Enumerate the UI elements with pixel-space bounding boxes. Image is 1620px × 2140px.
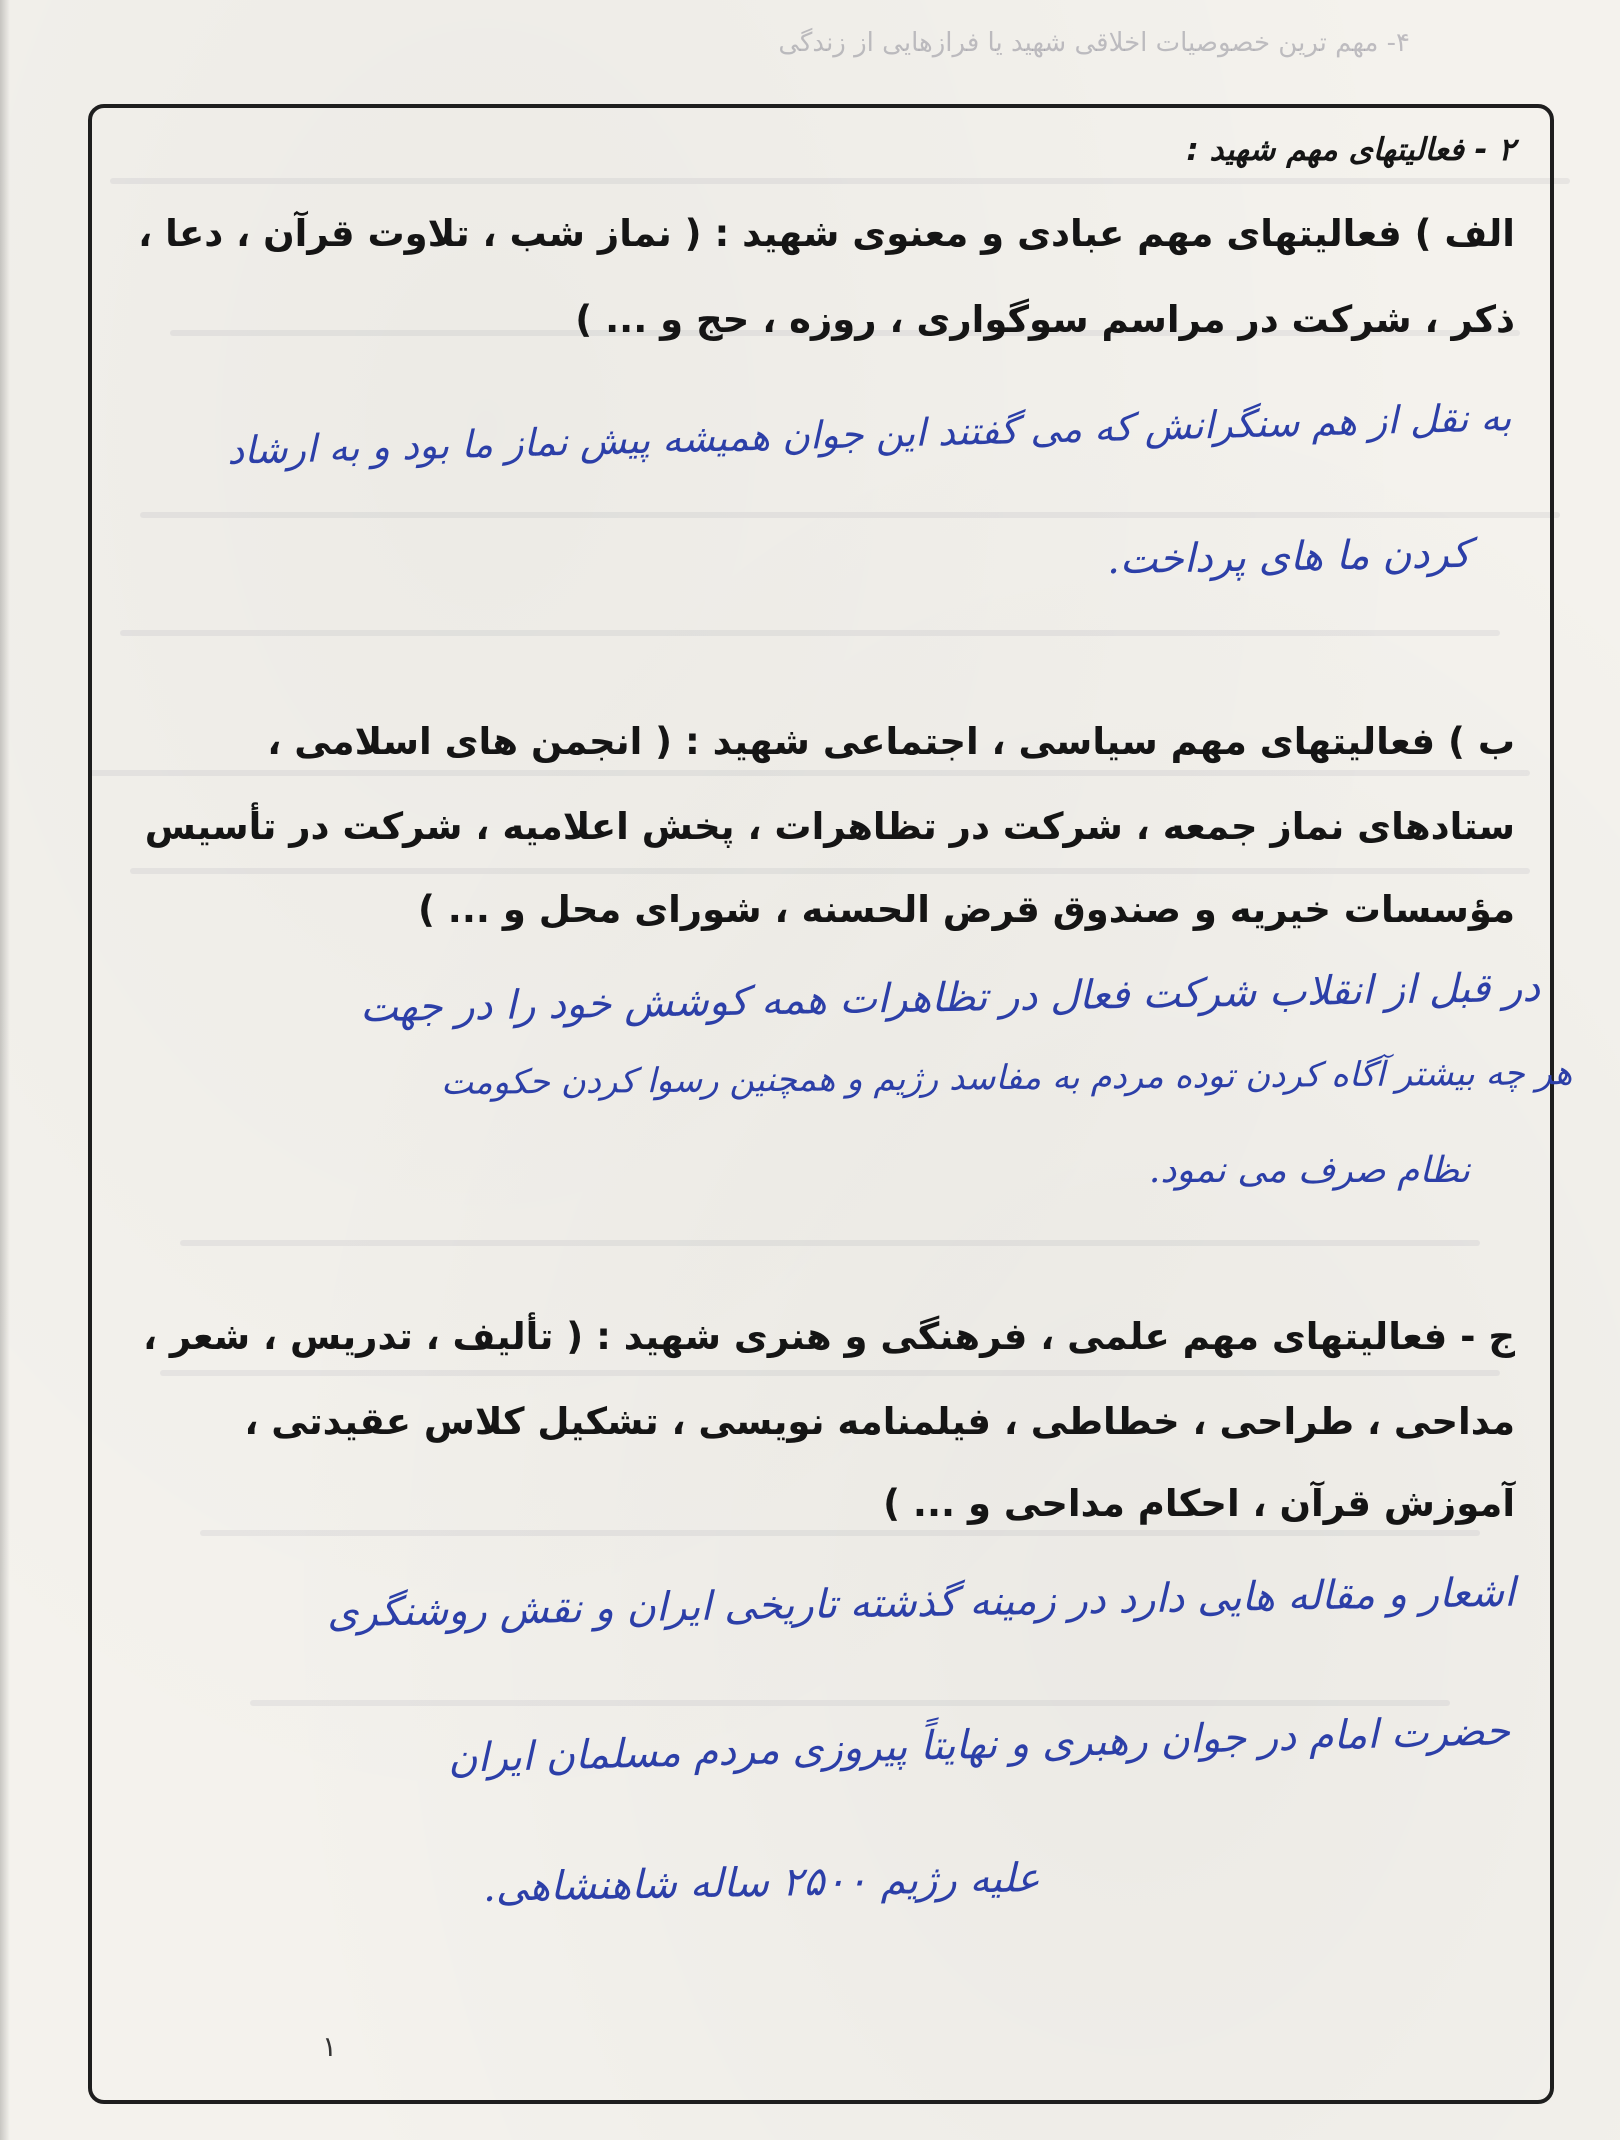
section-c-handwriting-2: حضرت امام در جوان رهبری و نهایتاً پیروزی مردم مسلمان ایران bbox=[447, 1708, 1511, 1782]
page-edge-shadow bbox=[0, 0, 10, 2140]
section-c-line-2: مداحی ، طراحی ، خطاطی ، فیلمنامه نویسی ، تشکیل کلاس عقیدتی ، bbox=[244, 1400, 1515, 1443]
section-b-handwriting-1: در قبل از انقلاب شرکت فعال در تظاهرات همه کوشش خود را در جهت bbox=[359, 964, 1541, 1032]
section-b-line-1: ب ) فعالیتهای مهم سیاسی ، اجتماعی شهید : ( انجمن های اسلامی ، bbox=[267, 720, 1515, 763]
section-b-handwriting-2: هر چه بیشتر آگاه کردن توده مردم به مفاسد رژیم و همچنین رسوا کردن حکومت bbox=[440, 1053, 1573, 1103]
section-b-line-3: مؤسسات خیریه و صندوق قرض الحسنه ، شورای محل و ... ) bbox=[418, 888, 1515, 931]
section-heading: ۲ - فعالیتهای مهم شهید : bbox=[1186, 132, 1515, 168]
section-a-handwriting-2: کردن ما های پرداخت. bbox=[1106, 530, 1471, 584]
faint-header-text: ۴- مهم ترین خصوصیات اخلاقی شهید یا فرازهایی از زندگی bbox=[778, 28, 1410, 58]
section-a-line-1: الف ) فعالیتهای مهم عبادی و معنوی شهید : ( نماز شب ، تلاوت قرآن ، دعا ، bbox=[138, 212, 1515, 255]
section-a-line-2: ذکر ، شرکت در مراسم سوگواری ، روزه ، حج و ... ) bbox=[575, 298, 1515, 341]
section-c-line-1: ج - فعالیتهای مهم علمی ، فرهنگی و هنری شهید : ( تألیف ، تدریس ، شعر ، bbox=[142, 1315, 1515, 1358]
section-a-handwriting-1: به نقل از هم سنگرانش که می گفتند این جوان همیشه پیش نماز ما بود و به ارشاد bbox=[227, 395, 1513, 473]
section-b-handwriting-3: نظام صرف می نمود. bbox=[1148, 1150, 1470, 1191]
section-c-handwriting-3: علیه رژیم ۲۵۰۰ ساله شاهنشاهی. bbox=[482, 1855, 1041, 1911]
section-c-handwriting-1: اشعار و مقاله هایی دارد در زمینه گذشته تاریخی ایران و نقش روشنگری bbox=[326, 1569, 1516, 1637]
page-number: ۱ bbox=[322, 2030, 338, 2063]
section-c-line-3: آموزش قرآن ، احکام مداحی و ... ) bbox=[883, 1482, 1515, 1525]
section-b-line-2: ستادهای نماز جمعه ، شرکت در تظاهرات ، پخش اعلامیه ، شرکت در تأسیس bbox=[144, 805, 1515, 848]
